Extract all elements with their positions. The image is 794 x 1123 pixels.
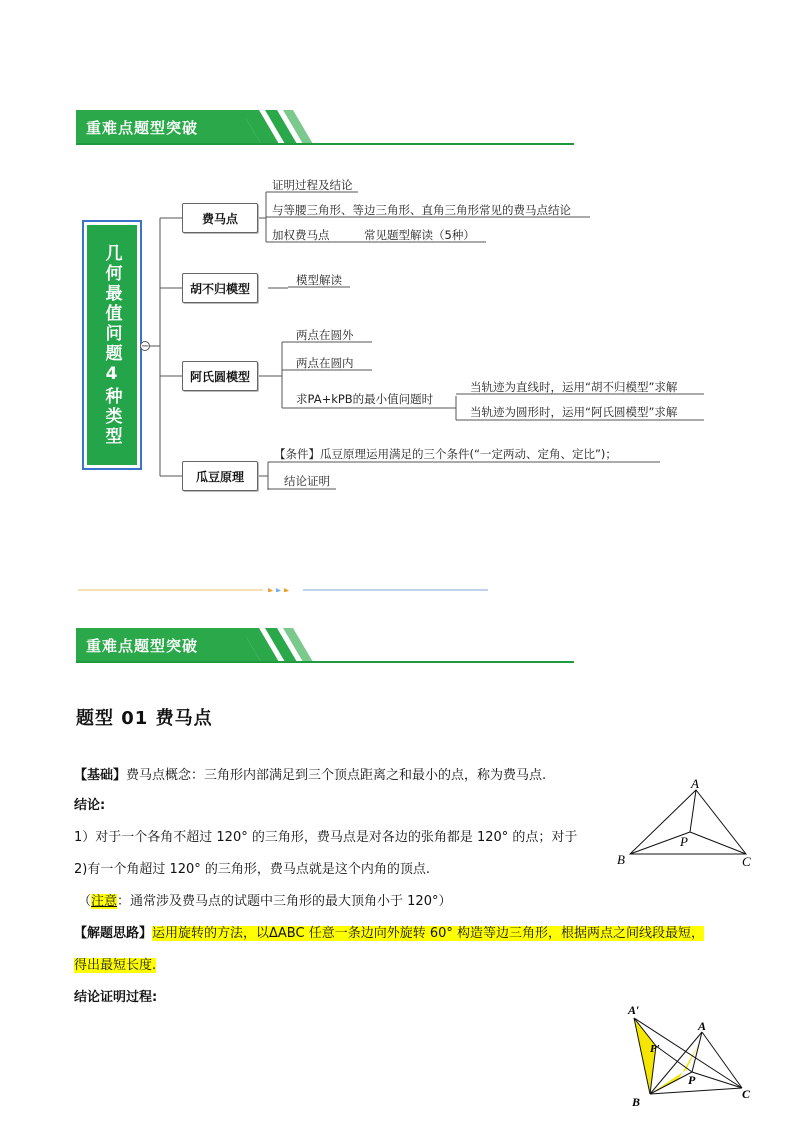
conclusion-1: 1）对于一个各角不超过 120° 的三角形，费马点是对各边的张角都是 120° 的点；对于 — [74, 830, 578, 845]
mindmap-leaf: 当轨迹为圆形时，运用“阿氏圆模型”求解 — [470, 405, 678, 419]
note-label: 注意 — [91, 894, 118, 909]
note-paragraph — [78, 890, 451, 909]
mindmap-leaf: 求PA+kPB的最小值问题时 — [296, 392, 434, 406]
mindmap-node-fermat: 费马点 — [182, 203, 258, 233]
figure-rotation-proof — [622, 1000, 762, 1110]
mindmap-leaf: 证明过程及结论 — [272, 178, 353, 192]
conclusion-label: 结论: — [74, 798, 106, 813]
proof-label: 结论证明过程: — [74, 990, 158, 1005]
banner-title: 重难点题型突破 — [86, 637, 199, 655]
section-heading: 题型 01 费马点 — [76, 708, 213, 729]
banner-stripes — [241, 628, 351, 662]
banner-title: 重难点题型突破 — [86, 119, 199, 137]
mindmap-node-hubugui: 胡不归模型 — [182, 273, 258, 303]
mindmap-node-guadou: 瓜豆原理 — [182, 461, 258, 491]
basis-label: 【基础】 — [74, 768, 127, 783]
label-a-prime: A′ — [628, 1003, 640, 1017]
method-label: 【解题思路】 — [74, 926, 153, 941]
banner-underline — [76, 661, 574, 663]
label-c: C — [742, 1087, 751, 1101]
method-text-1: 运用旋转的方法，以ΔABC 任意一条边向外旋转 60° 构造等边三角形，根据两点之间线段最短， — [152, 926, 705, 941]
mindmap-leaf: 加权费马点 — [272, 228, 330, 242]
banner-underline — [76, 143, 574, 145]
method-paragraph — [74, 922, 704, 941]
label-c: C — [742, 854, 751, 869]
mindmap-root-label: 几何最值问题4种类型 — [87, 225, 137, 465]
label-p: P — [680, 834, 688, 849]
mindmap-leaf: 结论证明 — [284, 474, 330, 488]
method-paragraph-cont — [74, 954, 156, 973]
mindmap-leaf: 【条件】瓜豆原理运用满足的三个条件(“一定两动、定角、定比”)； — [274, 447, 617, 461]
collapse-toggle-icon[interactable]: − — [141, 341, 150, 352]
section-banner — [76, 110, 576, 144]
label-b: B — [617, 852, 625, 867]
note-open: （ — [78, 894, 92, 909]
basis-text: 费马点概念：三角形内部满足到三个顶点距离之和最小的点，称为费马点. — [126, 768, 547, 783]
label-p: P — [688, 1073, 696, 1087]
conclusion-2: 2)有一个角超过 120° 的三角形，费马点就是这个内角的顶点. — [74, 862, 431, 877]
basis-paragraph — [74, 764, 546, 783]
label-p-prime: P′ — [650, 1043, 660, 1055]
mindmap-node-apollonius: 阿氏圆模型 — [182, 361, 258, 391]
mindmap-leaf: 当轨迹为直线时，运用“胡不归模型”求解 — [470, 380, 678, 394]
figure-fermat-triangle — [612, 772, 762, 872]
mindmap-leaf: 两点在圆内 — [296, 356, 354, 370]
method-text-2: 得出最短长度. — [74, 958, 157, 973]
label-b: B — [632, 1095, 641, 1109]
mindmap-leaf: 模型解读 — [296, 273, 342, 287]
mindmap-leaf: 与等腰三角形、等边三角形、直角三角形常见的费马点结论 — [272, 203, 571, 217]
decorative-divider — [78, 588, 488, 592]
banner-stripes — [241, 110, 351, 144]
note-text: ：通常涉及费马点的试题中三角形的最大顶角小于 120°） — [117, 894, 452, 909]
section-banner — [76, 628, 576, 662]
label-a: A — [691, 776, 699, 791]
mindmap-leaf: 常见题型解读（5种） — [364, 228, 475, 242]
mindmap-root — [82, 220, 142, 470]
label-a: A — [698, 1019, 707, 1033]
mindmap-leaf: 两点在圆外 — [296, 328, 354, 342]
